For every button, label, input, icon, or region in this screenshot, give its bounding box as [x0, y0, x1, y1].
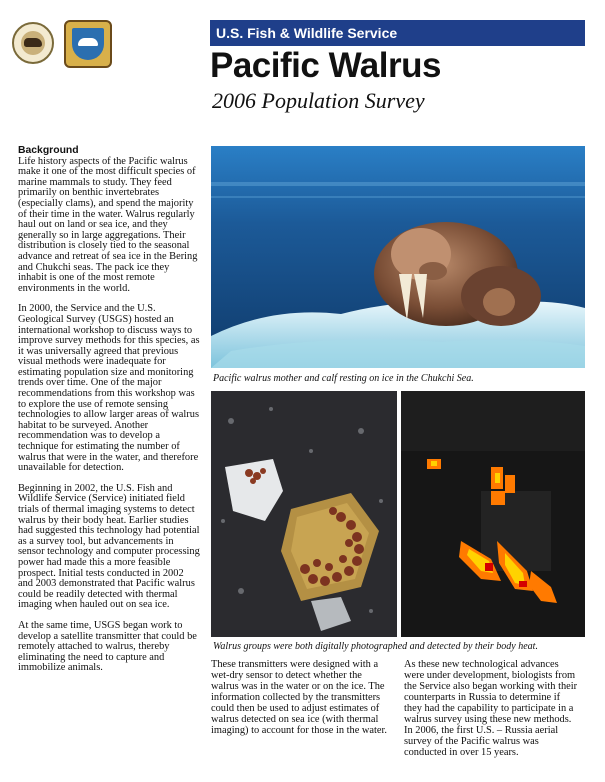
paired-images-caption: Walrus groups were both digitally photographed and detected by their body heat. — [213, 641, 538, 652]
page-title: Pacific Walrus — [210, 46, 441, 85]
fws-shield-logo — [64, 20, 112, 68]
bird-icon — [78, 38, 98, 46]
russia-survey-paragraph: As these new technological advances were under development, biologists from the Service also began working with their counterparts in Russia to determine if they had the capability to participate in a walrus survey using these new methods. In 2006, the first U.S. – Russia aerial survey of the Pacific walrus was conducted in over 15 years. — [404, 659, 578, 758]
bison-icon — [24, 38, 42, 47]
thermal-image-illustration — [401, 391, 585, 637]
thermal-image — [401, 391, 585, 637]
doi-seal-logo — [12, 22, 54, 64]
paragraph-thermal-trials: Beginning in 2002, the U.S. Fish and Wildlife Service (Service) initiated field trials of thermal imaging systems to detect walrus by their body heat. Earlier studies had suggested this technology had potential as a survey tool, but advancements in sensor technology and computer processing power had made this a more feasible prospect. Initial tests conducted in 2002 and 2003 demonstrated that Pacific walrus could be readily detected with thermal imaging when hauled out on sea ice. — [18, 482, 200, 611]
paragraph-life-history: Life history aspects of the Pacific walrus make it one of the most difficult species of marine mammals to study. They feed primarily on benthic invertebrates (especially clams), and spend the majority of their time in the water. Walrus regularly haul out on land or sea ice, and they generally so in large aggregations. Their distribution is closely tied to the seasonal advance and retreat of sea ice in the Bering and Chukchi seas. The pack ice they inhabit is one of the most remote environments in the world. — [18, 155, 198, 294]
paragraph-satellite: At the same time, USGS began work to develop a satellite transmitter that could be remotely attached to walrus, thereby eliminating the need to capture and immobilize animals. — [18, 619, 197, 674]
photo-caption: Pacific walrus mother and calf resting on ice in the Chukchi Sea. — [213, 373, 474, 384]
page-subtitle: 2006 Population Survey — [212, 88, 425, 113]
aerial-walrus-photo — [211, 391, 397, 637]
transmitter-paragraph: These transmitters were designed with a wet-dry sensor to detect whether the walrus was in the water or on the ice. The information collected by the transmitters could then be used to adjust estimates of walrus detected on sea ice (with thermal imaging) to account for those in the water. — [211, 659, 388, 736]
walrus-photo — [211, 146, 585, 368]
paragraph-workshop: In 2000, the Service and the U.S. Geological Survey (USGS) hosted an international workshop to discuss ways to improve survey methods for this species, as it was universally agreed that previous visual methods were inadequate for estimating population size and monitoring trends over time. One of the major recommendations from this workshop was to explore the use of remote sensing technologies to allow larger areas of walrus habitat to be surveyed. Another recommendation was to develop a technique for estimating the number of walrus that were in the water, and therefore unavailable for detection. — [18, 303, 200, 474]
section-heading: Background — [18, 145, 79, 156]
agency-banner: U.S. Fish & Wildlife Service — [210, 20, 585, 46]
walrus-photo-illustration — [211, 146, 585, 368]
background-column — [18, 146, 200, 684]
aerial-photo-illustration — [211, 391, 397, 637]
